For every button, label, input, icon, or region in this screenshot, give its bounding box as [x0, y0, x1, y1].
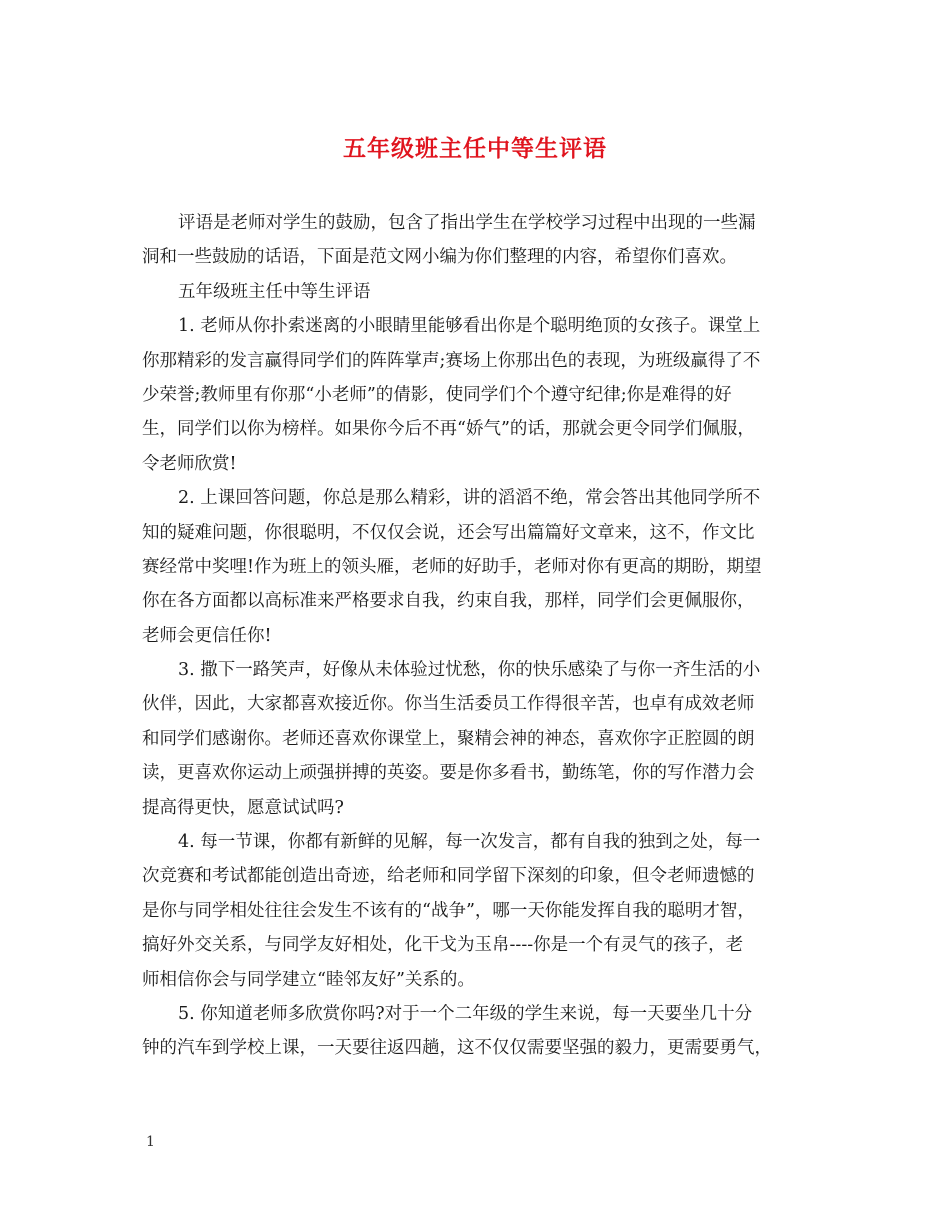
text-line: 你那精彩的发言赢得同学们的阵阵掌声;赛场上你那出色的表现，为班级赢得了不	[142, 350, 761, 371]
text-line: 搞好外交关系，与同学友好相处，化干戈为玉帛----你是一个有灵气的孩子，老	[142, 935, 744, 956]
text-line: 提高得更快，愿意试试吗?	[142, 797, 344, 818]
text-line: 你在各方面都以高标准来严格要求自我，约束自我，那样，同学们会更佩服你，	[142, 591, 755, 612]
text-line: 2. 上课回答问题，你总是那么精彩，讲的滔滔不绝，常会答出其他同学所不	[178, 488, 761, 509]
page-number: 1	[146, 1134, 155, 1150]
text-line: 和同学们感谢你。老师还喜欢你课堂上，聚精会神的神态，喜欢你字正腔圆的朗	[142, 728, 755, 749]
text-line: 钟的汽车到学校上课，一天要往返四趟，这不仅仅需要坚强的毅力，更需要勇气，	[142, 1038, 772, 1059]
text-line: 是你与同学相处往往会发生不该有的“战争”，哪一天你能发挥自我的聪明才智，	[142, 900, 755, 921]
text-line: 次竞赛和考试都能创造出奇迹，给老师和同学留下深刻的印象，但令老师遗憾的	[142, 866, 755, 887]
text-line: 1. 老师从你扑索迷离的小眼睛里能够看出你是个聪明绝顶的女孩子。课堂上	[178, 316, 761, 337]
text-line: 赛经常中奖哩!作为班上的领头雁，老师的好助手，老师对你有更高的期盼，期望	[142, 556, 762, 577]
text-line: 3. 撒下一路笑声，好像从未体验过忧愁，你的快乐感染了与你一齐生活的小	[178, 660, 761, 681]
text-line: 5. 你知道老师多欣赏你吗?对于一个二年级的学生来说，每一天要坐几十分	[178, 1003, 753, 1024]
text-line: 老师会更信任你!	[142, 625, 272, 646]
text-line: 令老师欣赏!	[142, 453, 237, 474]
text-line: 评语是老师对学生的鼓励，包含了指出学生在学校学习过程中出现的一些漏	[178, 213, 756, 233]
text-line: 伙伴，因此，大家都喜欢接近你。你当生活委员工作得很辛苦，也卓有成效老师	[142, 694, 755, 715]
text-line: 知的疑难问题，你很聪明，不仅仅会说，还会写出篇篇好文章来，这不，作文比	[142, 522, 755, 543]
text-line: 师相信你会与同学建立“睦邻友好”关系的。	[142, 969, 475, 990]
text-line: 少荣誉;教师里有你那“小老师”的倩影，使同学们个个遵守纪律;你是难得的好	[142, 384, 732, 405]
document-title: 五年级班主任中等生评语	[343, 135, 607, 162]
text-line: 五年级班主任中等生评语	[178, 281, 371, 302]
text-line: 洞和一些鼓励的话语，下面是范文网小编为你们整理的内容，希望你们喜欢。	[142, 247, 737, 268]
text-line: 读，更喜欢你运动上顽强拼搏的英姿。要是你多看书，勤练笔，你的写作潜力会	[142, 763, 755, 784]
document-body	[142, 206, 820, 1066]
text-line: 生，同学们以你为榜样。如果你今后不再“娇气”的话，那就会更令同学们佩服，	[142, 419, 755, 440]
text-line: 4. 每一节课，你都有新鲜的见解，每一次发言，都有自我的独到之处，每一	[178, 832, 761, 853]
